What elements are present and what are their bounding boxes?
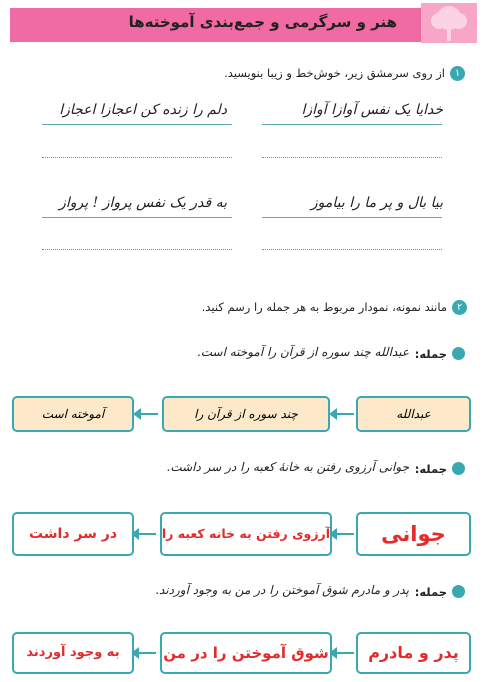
model-line-underline <box>262 217 442 218</box>
diagram-2-box-2[interactable]: آرزوی رفتن به خانه کعبه را <box>160 512 332 556</box>
arrow-left-icon <box>138 533 156 535</box>
sentence-3-text: پدر و مادرم شوق آموختن را در من به وجود آوردند. <box>155 583 409 597</box>
sentence-label: جمله: <box>414 462 447 476</box>
diagram-1-box-1: عبدالله <box>356 396 471 432</box>
arrow-left-icon <box>138 652 156 654</box>
model-line-3: بیا بال و پر ما را بیاموز <box>310 195 443 211</box>
diagram-1-box-3: آموخته است <box>12 396 134 432</box>
sentence-label: جمله: <box>414 347 447 361</box>
diagram-3-box-2[interactable]: شوق آموختن را در من <box>160 632 332 674</box>
sentence-bullet-icon <box>452 585 465 598</box>
question-2-instruction: مانند نمونه، نمودار مربوط به هر جمله را رسم کنید. <box>201 300 447 314</box>
arrow-left-icon <box>336 533 354 535</box>
sentence-label: جمله: <box>414 585 447 599</box>
tree-icon <box>421 3 477 43</box>
arrow-left-icon <box>336 413 354 415</box>
diagram-1-box-2: چند سوره از قرآن را <box>162 396 330 432</box>
lesson-title: هنر و سرگرمی و جمع‌بندی آموخته‌ها <box>128 13 397 31</box>
model-line-underline <box>42 124 232 125</box>
writing-line[interactable] <box>42 157 232 158</box>
writing-line[interactable] <box>262 249 442 250</box>
writing-line[interactable] <box>262 157 442 158</box>
model-line-underline <box>42 217 232 218</box>
sentence-1-text: عبدالله چند سوره از قرآن را آموخته است. <box>196 345 409 359</box>
question-1-instruction: از روی سرمشق زیر، خوش‌خط و زیبا بنویسید. <box>224 66 445 80</box>
question-2-number: ۲ <box>452 300 467 315</box>
diagram-3-box-3[interactable]: به وجود آوردند <box>12 632 134 674</box>
diagram-2-box-1[interactable]: جوانی <box>356 512 471 556</box>
arrow-left-icon <box>336 652 354 654</box>
arrow-left-icon <box>140 413 158 415</box>
writing-line[interactable] <box>42 249 232 250</box>
sentence-bullet-icon <box>452 347 465 360</box>
question-1-number: ۱ <box>450 66 465 81</box>
diagram-2-box-3[interactable]: در سر داشت <box>12 512 134 556</box>
model-line-4: به قدر یک نفس پرواز ! پرواز <box>59 195 227 211</box>
sentence-2-text: جوانی آرزوی رفتن به خانهٔ کعبه را در سر داشت. <box>166 460 409 474</box>
diagram-3-box-1[interactable]: پدر و مادرم <box>356 632 471 674</box>
model-line-1: خدایا یک نفس آوازا آوازا <box>301 102 443 118</box>
sentence-bullet-icon <box>452 462 465 475</box>
model-line-underline <box>262 124 442 125</box>
model-line-2: دلم را زنده کن اعجازا اعجازا <box>59 102 227 118</box>
